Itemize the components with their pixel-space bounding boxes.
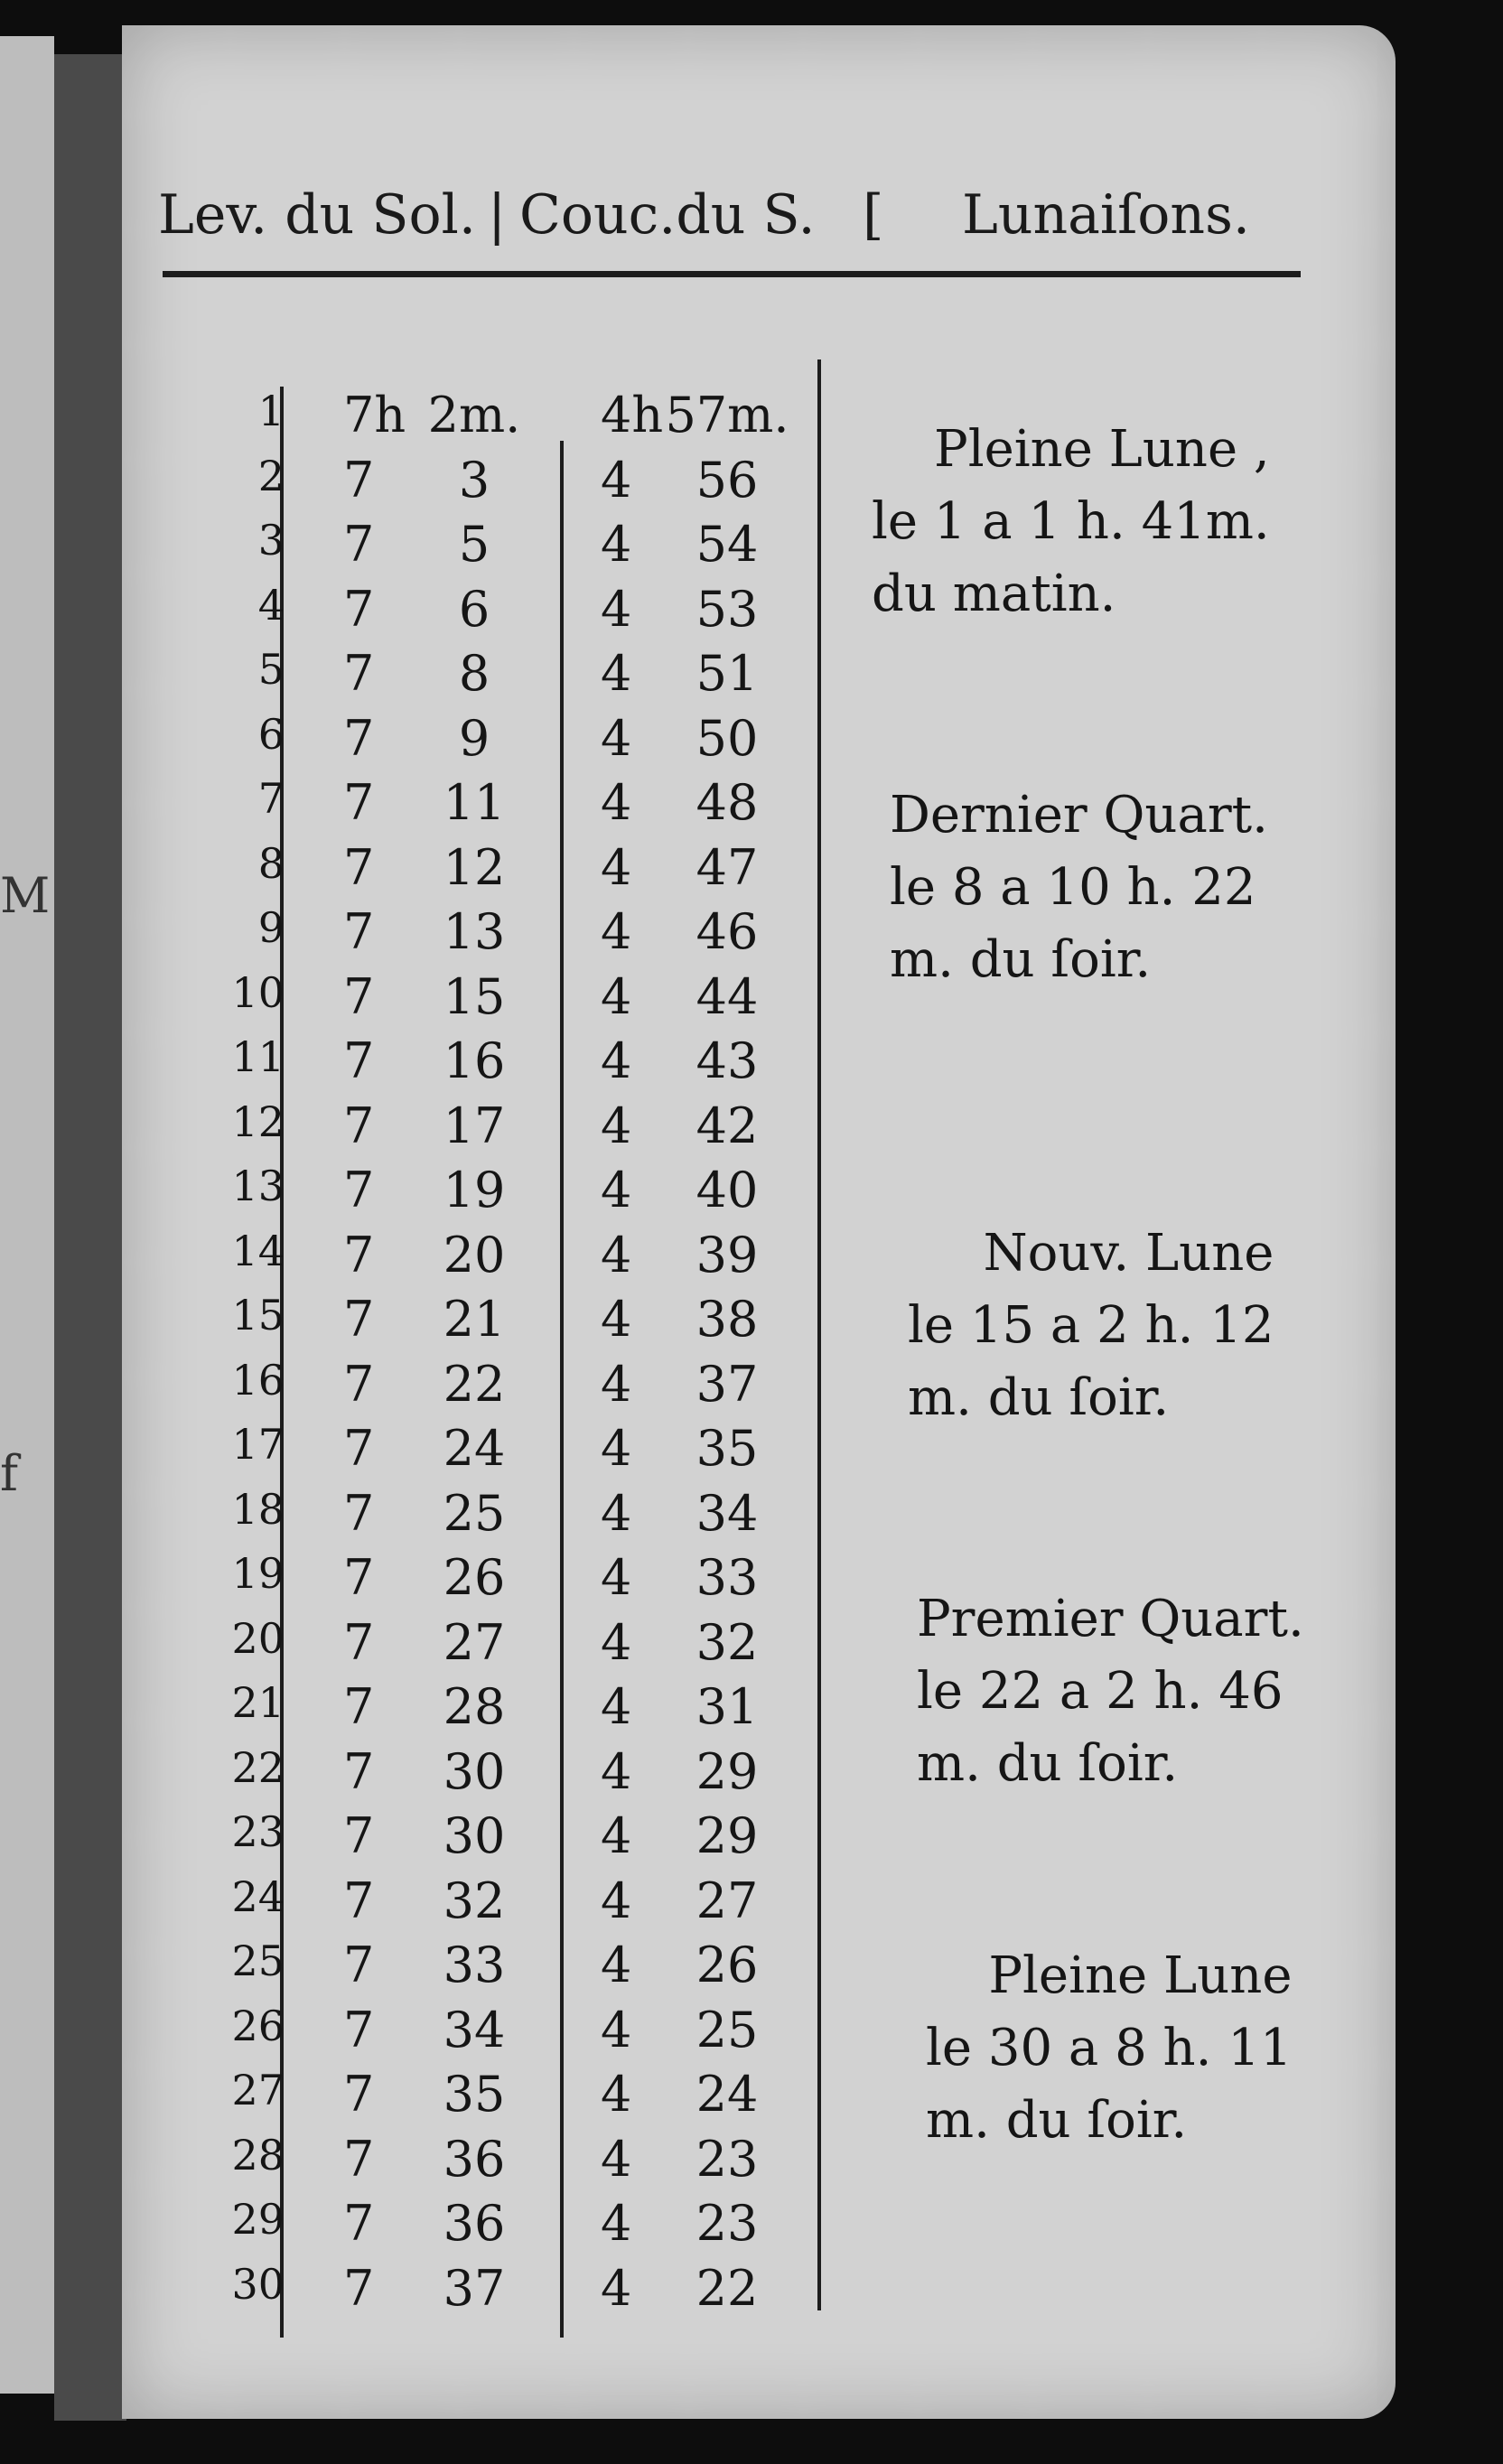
sunrise-minute: 30 <box>443 1807 506 1864</box>
sunset-minute: 44 <box>695 967 759 1025</box>
table-row <box>122 1032 808 1096</box>
sunset-hour: 4 <box>601 2130 632 2188</box>
lunation-title: Pleine Lune <box>988 1946 1293 2005</box>
sunset-minute: 35 <box>695 1420 759 1477</box>
table-row <box>122 1549 808 1612</box>
lunation-title: Nouv. Lune <box>983 1224 1274 1283</box>
sunrise-minute: 8 <box>458 645 490 702</box>
day-number: 9 <box>257 903 285 952</box>
sunset-minute: 53 <box>695 580 759 638</box>
sunset-hour: 4 <box>601 1162 632 1218</box>
sunset-hour: 4 <box>601 580 632 638</box>
day-number: 10 <box>231 967 285 1017</box>
sunset-hour: 4 <box>601 2066 632 2123</box>
almanac-page <box>122 25 1396 2419</box>
lunation-time: m. du ſoir. <box>917 1734 1179 1793</box>
sunset-hour: 4 <box>601 838 632 896</box>
sunset-hour: 4 <box>601 1678 632 1735</box>
sunset-hour: 4 <box>601 1420 632 1477</box>
sunset-hour: 4 <box>601 1807 632 1864</box>
sunset-hour: 4 <box>601 1226 632 1283</box>
table-row <box>122 387 808 450</box>
sunset-hour: 4 <box>601 774 632 831</box>
table-row <box>122 2131 808 2194</box>
sunset-minute: 50 <box>695 709 759 767</box>
day-number: 17 <box>231 1420 285 1469</box>
sunset-hour: 4h <box>601 387 664 443</box>
table-row <box>122 1420 808 1483</box>
sunrise-hour: 7 <box>343 580 375 638</box>
sunrise-minute: 2m. <box>427 387 521 443</box>
sunset-minute: 40 <box>695 1162 759 1218</box>
table-row <box>122 2260 808 2323</box>
sunrise-hour: 7 <box>343 1355 375 1413</box>
sunrise-minute: 37 <box>443 2259 506 2317</box>
sunset-minute: 39 <box>695 1226 759 1283</box>
sunrise-header: Lev. du Sol. <box>158 183 476 247</box>
sunset-minute: 46 <box>695 903 759 960</box>
sunset-hour: 4 <box>601 1871 632 1929</box>
day-number: 24 <box>231 1871 285 1921</box>
sunrise-hour: 7 <box>343 1420 375 1477</box>
sunset-minute: 33 <box>695 1549 759 1606</box>
table-row <box>122 1097 808 1161</box>
day-number: 18 <box>231 1484 285 1534</box>
sunset-minute: 54 <box>695 516 759 573</box>
sunrise-hour: 7 <box>343 1484 375 1542</box>
day-number: 20 <box>231 1613 285 1663</box>
header-separator: | <box>488 183 507 247</box>
sunset-hour: 4 <box>601 1613 632 1671</box>
sunset-hour: 4 <box>601 967 632 1025</box>
sunrise-minute: 33 <box>443 1937 506 1993</box>
table-row <box>122 1291 808 1354</box>
sunset-hour: 4 <box>601 1032 632 1089</box>
sunrise-hour: 7 <box>343 1871 375 1929</box>
table-row <box>122 2066 808 2129</box>
sunrise-hour: 7 <box>343 2130 375 2188</box>
table-row <box>122 1614 808 1677</box>
sunrise-hour: 7 <box>343 1226 375 1283</box>
table-row <box>122 2195 808 2258</box>
lunation-time: m. du ſoir. <box>890 930 1152 989</box>
sunrise-hour: 7 <box>343 1937 375 1993</box>
sunrise-hour: 7 <box>343 709 375 767</box>
lunation-date: le 8 a 10 h. 22 <box>890 858 1256 917</box>
sunset-minute: 57m. <box>665 387 789 443</box>
sunrise-minute: 26 <box>443 1549 506 1606</box>
sunset-hour: 4 <box>601 1549 632 1606</box>
facing-page-mark: f <box>0 1445 18 1502</box>
lunation-date: le 22 a 2 h. 46 <box>917 1662 1284 1721</box>
table-row <box>122 1872 808 1936</box>
sunrise-hour: 7 <box>343 774 375 831</box>
lunation-first-quarter <box>917 1583 1304 1800</box>
sunset-hour: 4 <box>601 2259 632 2317</box>
facing-page-edge <box>0 36 54 2394</box>
sunrise-hour: 7 <box>343 2066 375 2123</box>
sunrise-minute: 28 <box>443 1678 506 1735</box>
day-number: 19 <box>231 1549 285 1598</box>
sunset-minute: 27 <box>695 1871 759 1929</box>
sunset-minute: 29 <box>695 1742 759 1800</box>
sunset-minute: 38 <box>695 1291 759 1348</box>
day-number: 21 <box>231 1678 285 1727</box>
sunrise-minute: 12 <box>443 838 506 896</box>
sunrise-minute: 19 <box>443 1162 506 1218</box>
lunation-full-moon-2 <box>926 1940 1292 2157</box>
sunrise-minute: 36 <box>443 2195 506 2252</box>
sunrise-hour: 7 <box>343 645 375 702</box>
sunrise-minute: 36 <box>443 2130 506 2188</box>
sunrise-hour: 7 <box>343 1162 375 1218</box>
sunset-minute: 31 <box>695 1678 759 1735</box>
day-number: 4 <box>257 580 285 630</box>
day-number: 30 <box>231 2259 285 2309</box>
sunrise-minute: 20 <box>443 1226 506 1283</box>
lunation-date: le 30 a 8 h. 11 <box>926 2019 1293 2077</box>
sunset-hour: 4 <box>601 1355 632 1413</box>
day-number: 15 <box>231 1291 285 1339</box>
sunrise-minute: 5 <box>458 516 490 573</box>
table-row <box>122 774 808 837</box>
sunset-minute: 25 <box>695 2001 759 2058</box>
sunrise-hour: 7 <box>343 1678 375 1735</box>
table-row <box>122 1356 808 1419</box>
lunation-last-quarter <box>890 779 1268 996</box>
day-number: 22 <box>231 1742 285 1792</box>
sunrise-minute: 22 <box>443 1355 506 1413</box>
table-row <box>122 516 808 579</box>
sunset-minute: 48 <box>695 774 759 831</box>
table-row <box>122 968 808 1031</box>
lunation-new-moon <box>908 1218 1274 1434</box>
sunset-minute: 24 <box>695 2066 759 2123</box>
sunrise-hour: 7 <box>343 1613 375 1671</box>
sunset-minute: 22 <box>695 2259 759 2317</box>
sunrise-hour: 7h <box>343 387 406 443</box>
lunation-title: Premier Quart. <box>917 1590 1304 1648</box>
day-number: 23 <box>231 1807 285 1856</box>
day-number: 3 <box>257 516 285 565</box>
sunset-minute: 26 <box>695 1937 759 1993</box>
table-row <box>122 1807 808 1871</box>
day-number: 14 <box>231 1226 285 1275</box>
sunrise-minute: 24 <box>443 1420 506 1477</box>
table-row <box>122 839 808 902</box>
sunrise-minute: 17 <box>443 1097 506 1154</box>
lunations-header: Lunaiſons. <box>962 183 1250 247</box>
sunset-hour: 4 <box>601 645 632 702</box>
sunset-header: Couc.du S. <box>519 183 816 247</box>
day-number: 2 <box>257 451 285 500</box>
sunrise-minute: 35 <box>443 2066 506 2123</box>
table-row <box>122 1162 808 1225</box>
sunrise-hour: 7 <box>343 1097 375 1154</box>
sunset-minute: 47 <box>695 838 759 896</box>
facing-page-mark: M <box>0 867 51 924</box>
day-number: 5 <box>257 645 285 694</box>
table-row <box>122 1485 808 1548</box>
day-number: 27 <box>231 2066 285 2114</box>
sunset-hour: 4 <box>601 451 632 509</box>
day-number: 6 <box>257 709 285 759</box>
header-rule <box>163 271 1301 277</box>
sunset-minute: 23 <box>695 2130 759 2188</box>
lunation-title: Pleine Lune , <box>934 420 1270 479</box>
sunrise-minute: 6 <box>458 580 490 638</box>
sunset-hour: 4 <box>601 516 632 573</box>
day-number: 25 <box>231 1937 285 1985</box>
sunrise-hour: 7 <box>343 451 375 509</box>
sunset-minute: 29 <box>695 1807 759 1864</box>
sunset-hour: 4 <box>601 1484 632 1542</box>
table-row <box>122 581 808 644</box>
sunset-minute: 37 <box>695 1355 759 1413</box>
sunset-hour: 4 <box>601 1937 632 1993</box>
sunrise-hour: 7 <box>343 516 375 573</box>
day-number: 13 <box>231 1162 285 1210</box>
sunrise-minute: 11 <box>443 774 506 831</box>
day-number: 1 <box>257 387 285 435</box>
sunrise-hour: 7 <box>343 967 375 1025</box>
sunrise-minute: 15 <box>443 967 506 1025</box>
day-number: 26 <box>231 2001 285 2050</box>
sunset-minute: 51 <box>695 645 759 702</box>
sunset-minute: 32 <box>695 1613 759 1671</box>
sunrise-minute: 25 <box>443 1484 506 1542</box>
lunation-title: Dernier Quart. <box>890 786 1268 845</box>
day-number: 28 <box>231 2130 285 2179</box>
sunrise-hour: 7 <box>343 903 375 960</box>
sunrise-minute: 32 <box>443 1871 506 1929</box>
table-row <box>122 1678 808 1741</box>
sunrise-hour: 7 <box>343 2259 375 2317</box>
sunset-minute: 43 <box>695 1032 759 1089</box>
sunrise-hour: 7 <box>343 1291 375 1348</box>
table-row <box>122 2002 808 2065</box>
sunrise-minute: 3 <box>458 451 490 509</box>
sunset-minute: 42 <box>695 1097 759 1154</box>
sunrise-hour: 7 <box>343 1032 375 1089</box>
sunset-hour: 4 <box>601 1097 632 1154</box>
sunrise-hour: 7 <box>343 1549 375 1606</box>
book-gutter <box>54 54 126 2421</box>
lunation-full-moon-1 <box>872 414 1270 630</box>
day-number: 16 <box>231 1355 285 1405</box>
lunation-time: m. du ſoir. <box>908 1368 1170 1427</box>
table-row <box>122 903 808 966</box>
header-separator: [ <box>863 183 884 247</box>
sunset-minute: 23 <box>695 2195 759 2252</box>
sunrise-minute: 34 <box>443 2001 506 2058</box>
lunation-time: du matin. <box>872 565 1116 623</box>
sunset-minute: 34 <box>695 1484 759 1542</box>
day-number: 12 <box>231 1097 285 1146</box>
sunset-hour: 4 <box>601 2001 632 2058</box>
table-row <box>122 645 808 708</box>
table-row <box>122 452 808 515</box>
day-number: 7 <box>257 774 285 823</box>
table-row <box>122 710 808 773</box>
day-number: 8 <box>257 838 285 888</box>
sunrise-minute: 27 <box>443 1613 506 1671</box>
sunrise-minute: 30 <box>443 1742 506 1800</box>
day-number: 29 <box>231 2195 285 2244</box>
lunation-date: le 15 a 2 h. 12 <box>908 1296 1274 1355</box>
sunrise-hour: 7 <box>343 2195 375 2252</box>
sunrise-minute: 13 <box>443 903 506 960</box>
sunrise-hour: 7 <box>343 1807 375 1864</box>
sunrise-hour: 7 <box>343 838 375 896</box>
sunrise-minute: 9 <box>458 709 490 767</box>
table-row <box>122 1227 808 1290</box>
lunation-date: le 1 a 1 h. 41m. <box>872 492 1270 551</box>
sunset-hour: 4 <box>601 903 632 960</box>
sunset-minute: 56 <box>695 451 759 509</box>
table-row <box>122 1743 808 1806</box>
sunrise-minute: 16 <box>443 1032 506 1089</box>
sunset-hour: 4 <box>601 1742 632 1800</box>
table-lunations-divider <box>817 359 821 2310</box>
sunrise-hour: 7 <box>343 2001 375 2058</box>
sunset-hour: 4 <box>601 1291 632 1348</box>
sunrise-minute: 21 <box>443 1291 506 1348</box>
day-number: 11 <box>231 1032 285 1081</box>
sunset-hour: 4 <box>601 709 632 767</box>
sunrise-hour: 7 <box>343 1742 375 1800</box>
table-row <box>122 1937 808 2000</box>
sunset-hour: 4 <box>601 2195 632 2252</box>
lunation-time: m. du ſoir. <box>926 2091 1188 2150</box>
